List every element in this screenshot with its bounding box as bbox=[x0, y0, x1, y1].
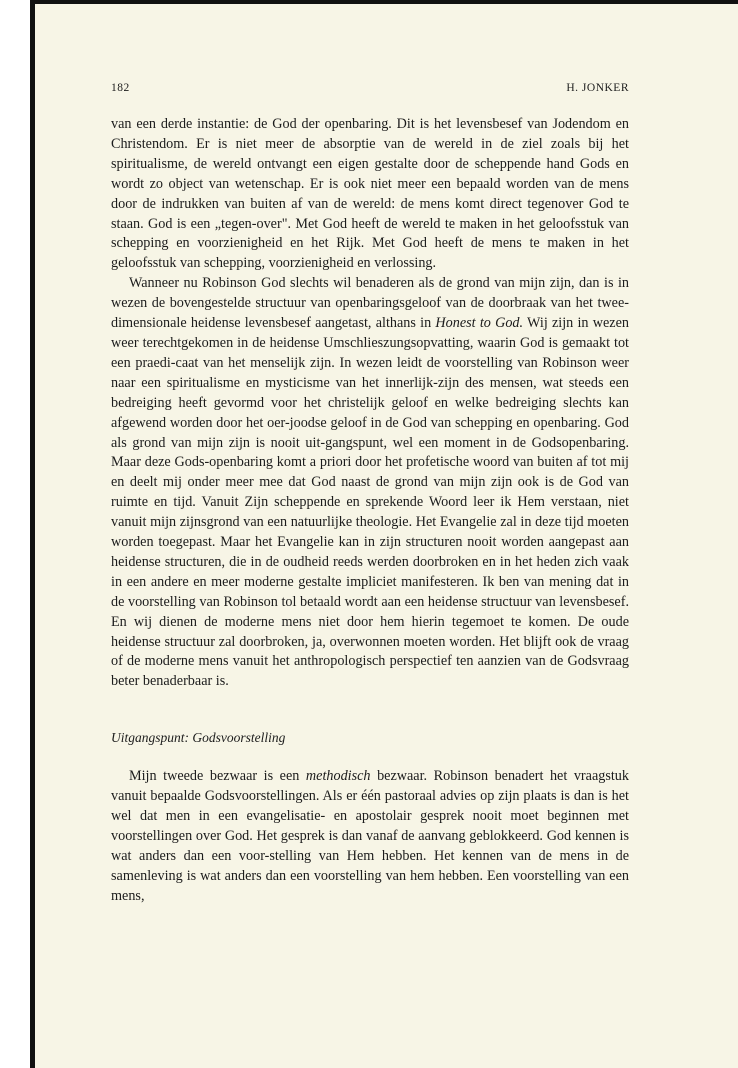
article-body bbox=[111, 115, 629, 907]
emphasis-methodisch: methodisch bbox=[305, 768, 371, 785]
running-head-author: H. JONKER bbox=[566, 82, 629, 94]
book-title: Honest to God. bbox=[435, 315, 524, 332]
section-heading: Uitgangspunt: Godsvoorstelling bbox=[111, 730, 286, 746]
paragraph-1: van een derde instantie: de God der openbaring. Dit is het levensbesef van Jodendom en Christendom. Er is niet meer de absorptie van de wereld in de ziel zoals bij het spiritualisme, de wereld ontvangt een eigen gestalte door de scheppende hand Gods en wordt zo object van wetenschap. Er is ook niet meer een bepaald worden van de mens door de indrukken van buiten af van de wereld: de mens komt direct tegenover God te staan. God is een „tegen-over". Met God heeft de wereld te maken in het geloofsstuk van schepping en voorzienigheid en het Rijk. Met God heeft de mens te maken in het geloofsstuk van schepping, voorzienigheid en verlossing. bbox=[111, 116, 629, 272]
paragraph-2 bbox=[111, 274, 629, 692]
paragraph-3 bbox=[111, 767, 629, 906]
page-number: 182 bbox=[111, 82, 130, 94]
paragraph-2-part-2: Wij zijn in wezen weer terechtgekomen in de heidense Umschlieszungsopvatting, waarin God is gemaakt tot een praedi-caat van het menselijk zijn. In wezen leidt de voorstelling van Robinson weer naar een spiritualisme en mysticisme van het innerlijk-zijn des mensen, wat steeds een bedreiging heeft gevormd voor het christelijk geloof en welke bedreiging slechts kan afgewend worden door het oer-joodse geloof in de God van schepping en openbaring. God als grond van mijn zijn is nooit uit-gangspunt, wel een moment in de Godsopenbaring. Maar deze Gods-openbaring komt a priori door het profetische woord van buiten af tot mij en deelt mij onder meer mee dat God naast de grond van mijn zijn ook is de God van ruimte en tijd. Vanuit Zijn scheppende en sprekende Woord leer ik Hem verstaan, niet vanuit mijn zijnsgrond van een natuurlijke theologie. Het Evangelie zal in deze tijd moeten worden toegepast. Maar het Evangelie kan in zijn structuren nooit worden aangepast aan heidense structuren, die in de oudheid reeds werden doorbroken en in het heden zich vaak in een andere en meer moderne gestalte impliciet manifesteren. Ik ben van mening dat in de voorstelling van Robinson tol betaald wordt aan een heidense structuur van levensbesef. En wij dienen de moderne mens niet door hem hierin tegemoet te komen. De oude heidense structuur zal doorbroken, ja, overwonnen moeten worden. Het blijft ook de vraag of de moderne mens vanuit het anthropologisch perspectief ten aanzien van de Godsvraag beter benaderbaar is. bbox=[111, 315, 629, 690]
paragraph-3-part-2: bezwaar. Robinson benadert het vraagstuk vanuit bepaalde Godsvoorstellingen. Als er één pastoraal advies op zijn plaats is dan is het wel dat men in een evangelisatie- en apostolair gesprek nooit moet beginnen met voorstellingen over God. Het gesprek is dan vanaf de aanvang geblokkeerd. God kennen is wat anders dan een voor-stelling van Hem hebben. Het kennen van de mens in de samenleving is wat anders dan een voorstelling van hem hebben. Een voorstelling van een mens, bbox=[111, 768, 629, 904]
paragraph-2-part-1: Wanneer nu Robinson God slechts wil benaderen als de grond van mijn zijn, dan is in wezen de bovengestelde structuur van openbaringsgeloof van de doorbraak van het twee-dimensionale heidense levensbesef aangetast, althans in bbox=[111, 275, 629, 332]
paragraph-3-part-1: Mijn tweede bezwaar is een bbox=[129, 768, 306, 785]
